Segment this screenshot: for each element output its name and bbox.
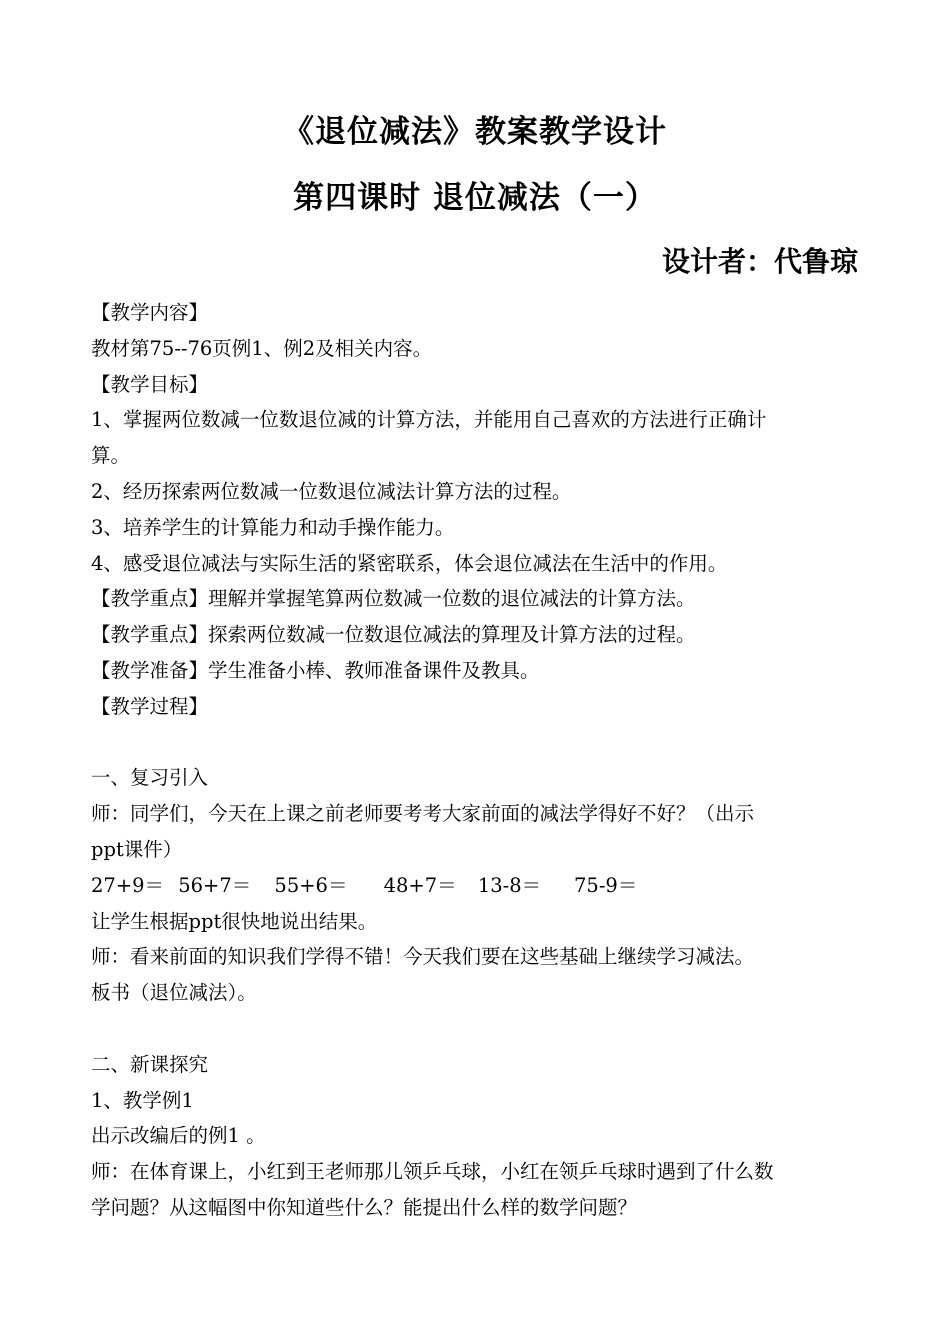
math-item: 13-8＝	[477, 873, 542, 897]
teacher-line-2: 师：看来前面的知识我们学得不错！今天我们要在这些基础上继续学习减法。	[91, 945, 755, 969]
teacher-line-1: 师：同学们，今天在上课之前老师要考考大家前面的减法学得好不好？（出示	[91, 802, 755, 826]
author-line: 设计者：代鲁琼	[661, 245, 858, 278]
teacher-line-3-cont: 学问题？从这幅图中你知道些什么？能提出什么样的数学问题？	[91, 1195, 638, 1219]
blank-line	[91, 1011, 871, 1047]
instruction-line: 让学生根据ppt很快地说出结果。	[91, 909, 378, 933]
example-1-show: 出示改编后的例1 。	[91, 1124, 266, 1148]
blank-line	[91, 725, 871, 761]
preparation: 【教学准备】学生准备小棒、教师准备课件及教具。	[91, 658, 540, 682]
heading-goals: 【教学目标】	[91, 372, 209, 396]
section-review: 一、复习引入	[91, 766, 209, 790]
teacher-line-1-cont: ppt课件）	[91, 837, 183, 861]
goal-3: 3、培养学生的计算能力和动手操作能力。	[91, 515, 455, 539]
heading-process: 【教学过程】	[91, 694, 209, 718]
example-1-heading: 1、教学例1	[91, 1088, 194, 1112]
content-text: 教材第75--76页例1、例2及相关内容。	[91, 336, 433, 360]
math-item: 48+7＝	[383, 873, 457, 897]
math-item: 56+7＝	[178, 873, 252, 897]
heading-content: 【教学内容】	[91, 301, 209, 324]
goal-1: 1、掌握两位数减一位数退位减的计算方法，并能用自己喜欢的方法进行正确计	[91, 408, 767, 432]
document-title: 《退位减法》教案教学设计	[283, 114, 667, 150]
difficulty: 【教学重点】探索两位数减一位数退位减法的算理及计算方法的过程。	[91, 623, 696, 647]
goal-1-cont: 算。	[91, 444, 131, 468]
math-item: 75-9＝	[574, 873, 638, 897]
math-item: 55+6＝	[274, 873, 348, 897]
document-body	[91, 295, 871, 1226]
section-new-lesson: 二、新课探究	[91, 1052, 209, 1076]
math-item: 27+9＝	[91, 873, 165, 897]
lesson-subtitle: 第四课时 退位减法（一）	[293, 180, 657, 216]
goal-4: 4、感受退位减法与实际生活的紧密联系，体会退位减法在生活中的作用。	[91, 551, 728, 575]
board-writing: 板书（退位减法）。	[91, 981, 257, 1005]
goal-2: 2、经历探索两位数减一位数退位减法计算方法的过程。	[91, 479, 572, 503]
key-point: 【教学重点】理解并掌握笔算两位数减一位数的退位减法的计算方法。	[91, 587, 696, 611]
math-exercises	[91, 868, 871, 904]
teacher-line-3: 师：在体育课上，小红到王老师那儿领乒乓球，小红在领乒乓球时遇到了什么数	[91, 1160, 774, 1184]
